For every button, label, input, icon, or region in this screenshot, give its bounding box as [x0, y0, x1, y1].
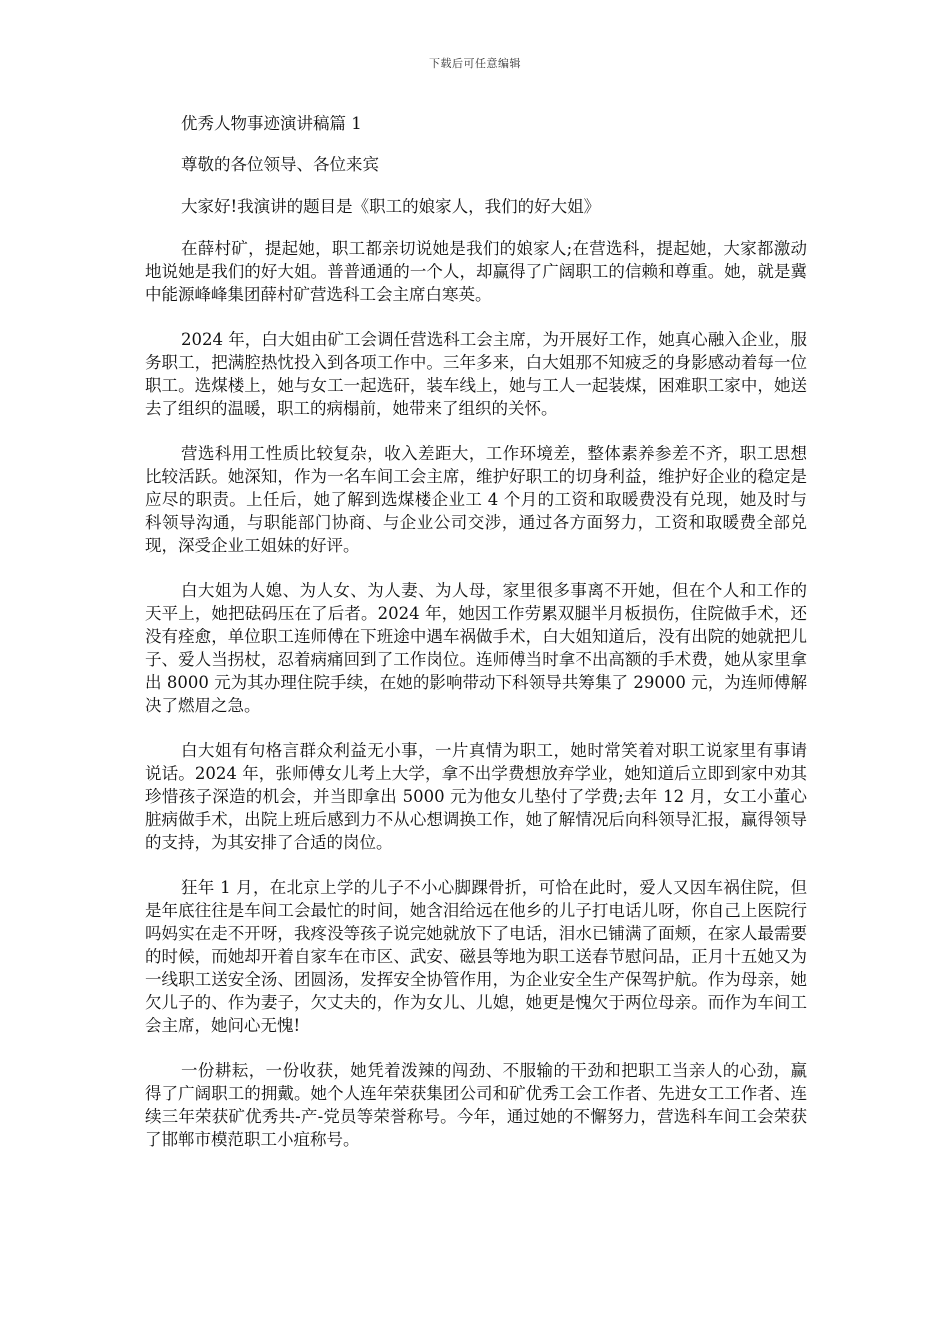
- header-note: 下载后可任意编辑: [429, 57, 521, 70]
- greeting-line: 尊敬的各位领导、各位来宾: [181, 155, 379, 174]
- paragraph-5: 白大姐有句格言群众利益无小事，一片真情为职工，她时常笑着对职工说家里有事请说话。2024 年，张师傅女儿考上大学，拿不出学费想放弃学业，她知道后立即到家中劝其珍惜孩子深造的机会，并当即拿出 5000 元为他女儿垫付了学费;去年 12 月，女工小董心脏病做手术，出院上班后感到力不从心想调换工作，她了解情况后向科领导汇报，赢得领导的支持，为其安排了合适的岗位。: [145, 741, 807, 852]
- paragraph-4: 白大姐为人媳、为人女、为人妻、为人母，家里很多事离不开她，但在个人和工作的天平上，她把砝码压在了后者。2024 年，她因工作劳累双腿半月板损伤，住院做手术，还没有痊愈，单位职工连师傅在下班途中遇车祸做手术，白大姐知道后，没有出院的她就把儿子、爱人当拐杖，忍着病痛回到了工作岗位。连师傅当时拿不出高额的手术费，她从家里拿出 8000 元为其办理住院手续，在她的影响带动下科领导共筹集了 29000 元，为连师傅解决了燃眉之急。: [145, 581, 807, 715]
- paragraph-6: 狂年 1 月，在北京上学的儿子不小心脚踝骨折，可恰在此时，爱人又因车祸住院，但是年底往往是车间工会最忙的时间，她含泪给远在他乡的儿子打电话儿呀，你自己上医院行吗妈实在走不开呀，我疼没等孩子说完她就放下了电话，泪水已铺满了面颊，在家人最需要的时候，而她却开着自家车在市区、武安、磁县等地为职工送春节慰问品，正月十五她又为一线职工送安全汤、团圆汤，发挥安全协管作用，为企业安全生产保驾护航。作为母亲，她欠儿子的、作为妻子，欠丈夫的，作为女儿、儿媳，她更是愧欠于两位母亲。而作为车间工会主席，她问心无愧!: [145, 878, 807, 1035]
- document-body: [145, 112, 807, 1173]
- paragraph-3: 营选科用工性质比较复杂，收入差距大，工作环境差，整体素养参差不齐，职工思想比较活跃。她深知，作为一名车间工会主席，维护好职工的切身利益，维护好企业的稳定是应尽的职责。上任后，她了解到选煤楼企业工 4 个月的工资和取暖费没有兑现，她及时与科领导沟通，与职能部门协商、与企业公司交涉，通过各方面努力，工资和取暖费全部兑现，深受企业工姐妹的好评。: [145, 444, 807, 555]
- paragraph-2: 2024 年，白大姐由矿工会调任营选科工会主席，为开展好工作，她真心融入企业，服务职工，把满腔热忱投入到各项工作中。三年多来，白大姐那不知疲乏的身影感动着每一位职工。选煤楼上，她与女工一起选矸，装车线上，她与工人一起装煤，困难职工家中，她送去了组织的温暖，职工的病榻前，她带来了组织的关怀。: [145, 330, 807, 418]
- paragraph-1: 在薛村矿，提起她，职工都亲切说她是我们的娘家人;在营选科，提起她，大家都激动地说她是我们的好大姐。普普通通的一个人，却赢得了广阔职工的信赖和尊重。她，就是冀中能源峰峰集团薛村矿营选科工会主席白寒英。: [145, 239, 807, 304]
- document-title: 优秀人物事迹演讲稿篇 1: [181, 114, 362, 133]
- intro-line: 大家好!我演讲的题目是《职工的娘家人，我们的好大姐》: [181, 197, 601, 216]
- paragraph-7: 一份耕耘，一份收获，她凭着泼辣的闯劲、不服输的干劲和把职工当亲人的心劲，赢得了广阔职工的拥戴。她个人连年荣获集团公司和矿优秀工会工作者、先进女工工作者、连续三年荣获矿优秀共-产-党员等荣誉称号。今年，通过她的不懈努力，营选科车间工会荣获了邯郸市模范职工小疽称号。: [145, 1061, 807, 1149]
